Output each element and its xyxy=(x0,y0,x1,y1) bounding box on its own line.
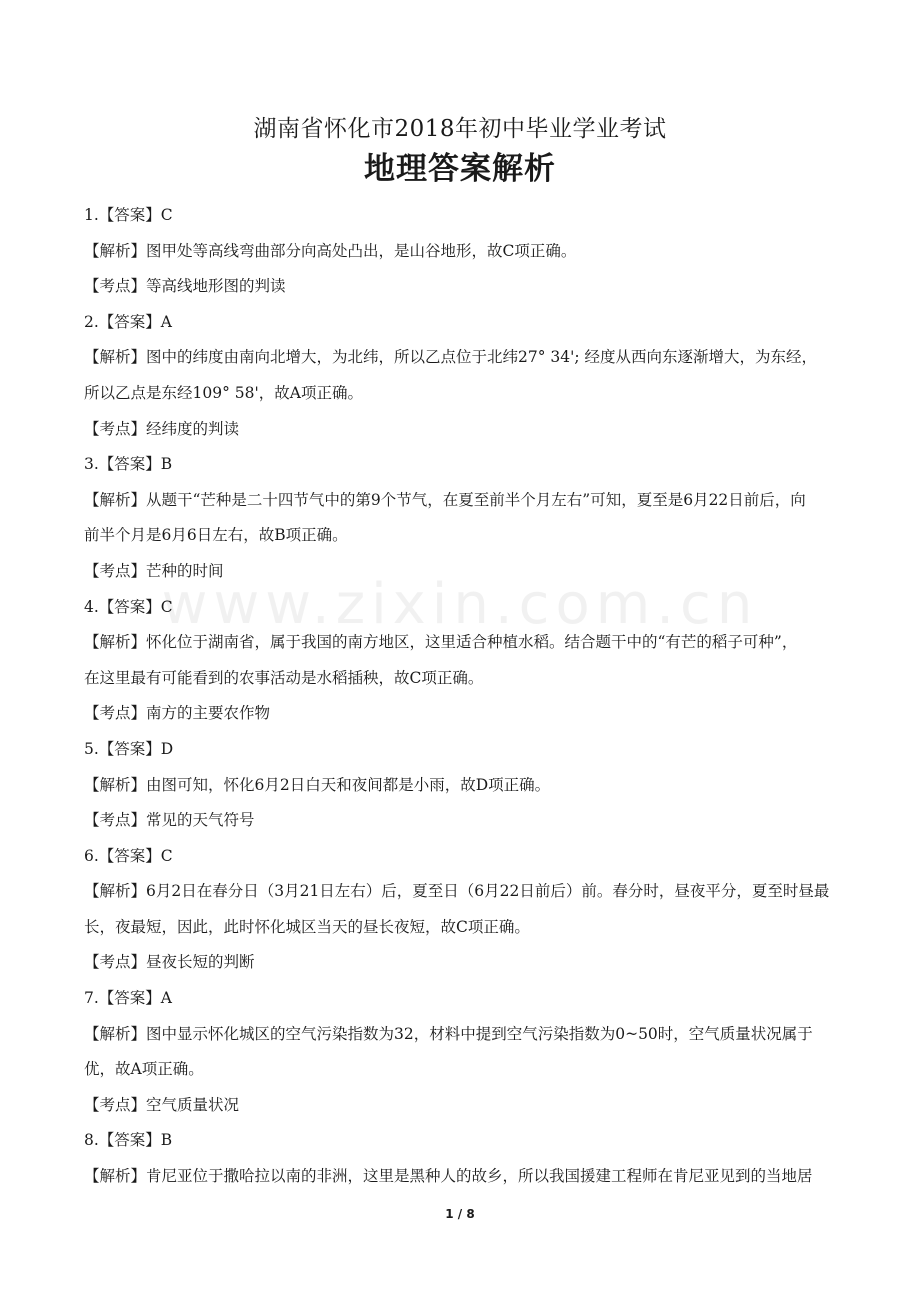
analysis-line: 【解析】6月2日在春分日（3月21日左右）后，夏至日（6月22日前后）前。春分时，昼夜平分，夏至时昼最 xyxy=(84,882,830,901)
document-header xyxy=(0,112,920,192)
document-title: 地理答案解析 xyxy=(364,151,556,187)
analysis-line: 【解析】怀化位于湖南省，属于我国的南方地区，这里适合种植水稻。结合题干中的“有芒的稻子可种”， xyxy=(84,633,798,652)
key-point-line: 【考点】昼夜长短的判断 xyxy=(84,953,255,972)
answer-line: 8.【答案】B xyxy=(84,1131,173,1150)
answer-line: 1.【答案】C xyxy=(84,206,173,224)
analysis-line: 【解析】图甲处等高线弯曲部分向高处凸出，是山谷地形，故C项正确。 xyxy=(84,241,577,260)
key-point-line: 【考点】芒种的时间 xyxy=(84,561,224,580)
key-point-line: 【考点】空气质量状况 xyxy=(84,1095,240,1114)
key-point-line: 【考点】经纬度的判读 xyxy=(84,419,240,438)
key-point-line: 【考点】等高线地形图的判读 xyxy=(84,277,286,296)
page-number: 1 / 8 xyxy=(445,1207,475,1221)
answer-line: 5.【答案】D xyxy=(84,739,174,758)
key-point-line: 【考点】常见的天气符号 xyxy=(84,811,255,830)
analysis-line: 长，夜最短，因此，此时怀化城区当天的昼长夜短，故C项正确。 xyxy=(84,917,530,936)
analysis-line: 所以乙点是东经109° 58'，故A项正确。 xyxy=(84,383,363,402)
analysis-line: 【解析】由图可知，怀化6月2日白天和夜间都是小雨，故D项正确。 xyxy=(84,775,551,794)
exam-title: 湖南省怀化市2018年初中毕业学业考试 xyxy=(253,116,667,142)
answer-content xyxy=(84,198,836,1195)
answer-line: 6.【答案】C xyxy=(84,846,173,865)
analysis-line: 优，故A项正确。 xyxy=(84,1060,204,1079)
answer-line: 3.【答案】B xyxy=(84,455,173,474)
answer-line: 4.【答案】C xyxy=(84,597,173,616)
answer-line: 7.【答案】A xyxy=(84,989,172,1008)
key-point-line: 【考点】南方的主要农作物 xyxy=(84,704,271,723)
analysis-line: 【解析】肯尼亚位于撒哈拉以南的非洲，这里是黑种人的故乡，所以我国援建工程师在肯尼亚见到的当地居 xyxy=(84,1167,813,1186)
answer-line: 2.【答案】A xyxy=(84,312,172,331)
analysis-line: 【解析】从题干“芒种是二十四节气中的第9个节气，在夏至前半个月左右”可知，夏至是6月22日前后，向 xyxy=(84,490,806,509)
watermark: www.zixin.com.cn xyxy=(161,572,759,637)
analysis-line: 在这里最有可能看到的农事活动是水稻插秧，故C项正确。 xyxy=(84,668,484,687)
analysis-line: 前半个月是6月6日左右，故B项正确。 xyxy=(84,526,348,545)
analysis-line: 【解析】图中显示怀化城区的空气污染指数为32，材料中提到空气污染指数为0~50时，空气质量状况属于 xyxy=(84,1024,813,1043)
analysis-line: 【解析】图中的纬度由南向北增大，为北纬，所以乙点位于北纬27° 34'; 经度从西向东逐渐增大，为东经， xyxy=(84,348,818,367)
